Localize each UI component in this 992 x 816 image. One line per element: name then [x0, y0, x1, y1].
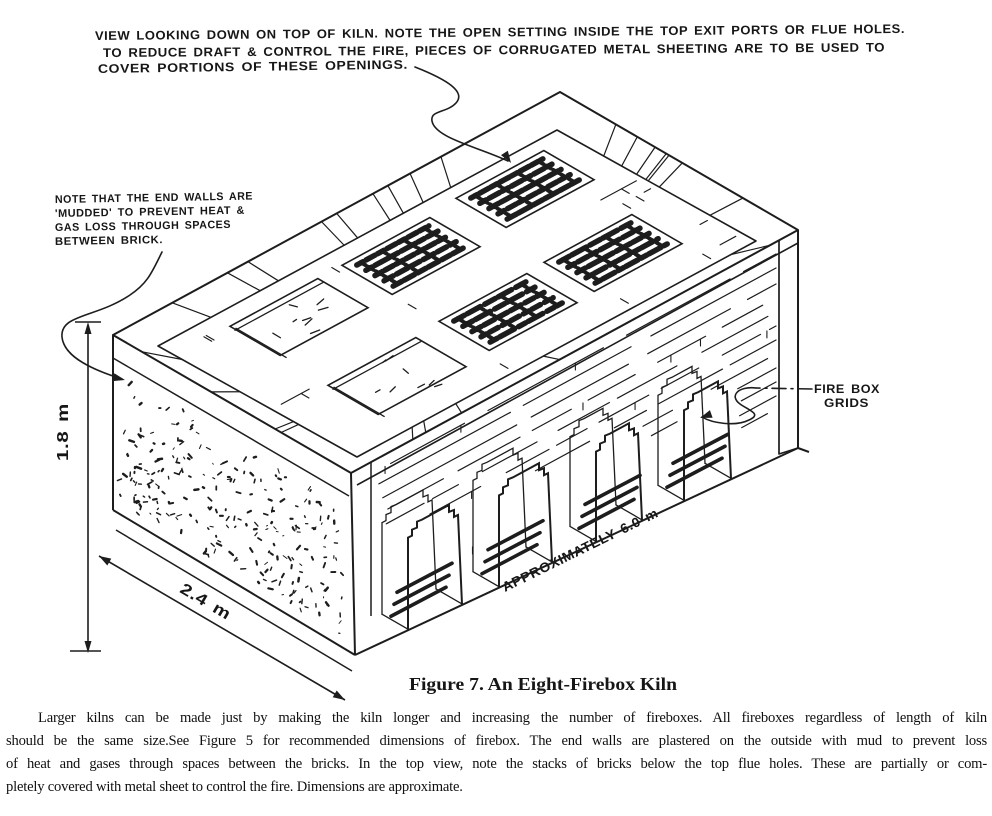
end-wall-note-line-1: NOTE THAT THE END WALLS ARE: [54, 190, 260, 206]
body-text-line: of heat and gases through spaces between the bricks. In the top view, note the stacks of bricks below the top flue holes. These are partially or com-: [6, 756, 987, 772]
firebox-grids-label-line-1: FIRE BOX: [814, 384, 880, 396]
end-wall-bottom-edge: [113, 510, 355, 655]
base-edge-line: [116, 530, 352, 671]
firebox-grids-label-line-2: GRIDS: [824, 398, 869, 410]
end-wall-inner-top-line: [113, 358, 349, 496]
end-wall-mud-speckles: [117, 382, 343, 633]
top-note-leader-line: [415, 67, 508, 161]
length-dimension-label: APPROXIMATELY 6.0 m: [499, 508, 655, 595]
top-note-line-1: VIEW LOOKING DOWN ON TOP OF KILN. NOTE THE OPEN SETTING INSIDE THE TOP EXIT PORTS OR FLUE HOLES.: [94, 22, 876, 43]
body-paragraph: [6, 707, 987, 799]
height-arrow-top: [85, 322, 92, 334]
top-note: [95, 22, 905, 76]
firebox-grids-arrowhead: [700, 410, 713, 418]
figure-caption: Figure 7. An Eight-Firebox Kiln: [409, 674, 677, 694]
top-rim-joint-ticks: [142, 124, 770, 439]
width-arrow-end: [333, 691, 345, 701]
body-text-line: Larger kilns can be made just by making the kiln longer and increasing the number of fireboxes. All fireboxes regardless of length of kiln: [38, 710, 987, 726]
top-face-outer-edge: [113, 92, 798, 473]
end-wall-note-line-3: GAS LOSS THROUGH SPACES: [54, 218, 236, 234]
top-face-brick-courses: [204, 181, 736, 404]
firebox-grids-label: [814, 384, 880, 410]
width-arrow-start: [99, 556, 111, 566]
end-wall-note-line-2: 'MUDDED' TO PREVENT HEAT &: [54, 204, 246, 220]
body-text-line: should be the same size.See Figure 5 for recommended dimensions of firebox. The end walls are plastered on the outside with mud to prevent loss: [6, 733, 987, 749]
dimension-lines: [70, 322, 345, 700]
end-wall-note: [54, 190, 260, 248]
end-wall-note-arrowhead: [112, 373, 125, 381]
end-wall-note-line-4: BETWEEN BRICK.: [54, 234, 160, 248]
body-text-line: pletely covered with metal sheet to control the fire. Dimensions are approximate.: [6, 779, 463, 795]
top-note-line-2: TO REDUCE DRAFT & CONTROL THE FIRE, PIECES OF CORRUGATED METAL SHEETING ARE TO BE USED TO: [102, 40, 845, 60]
flue-holes-and-brick-stacks: [230, 151, 682, 417]
height-dimension-label: 1.8 m: [55, 415, 72, 461]
front-corner-edge: [351, 473, 355, 655]
width-dimension-label: 2.4 m: [176, 580, 225, 619]
front-face-brick-courses: [379, 254, 776, 554]
right-pillar-inner-edge: [779, 241, 798, 454]
top-note-line-3: COVER PORTIONS OF THESE OPENINGS.: [97, 58, 375, 76]
